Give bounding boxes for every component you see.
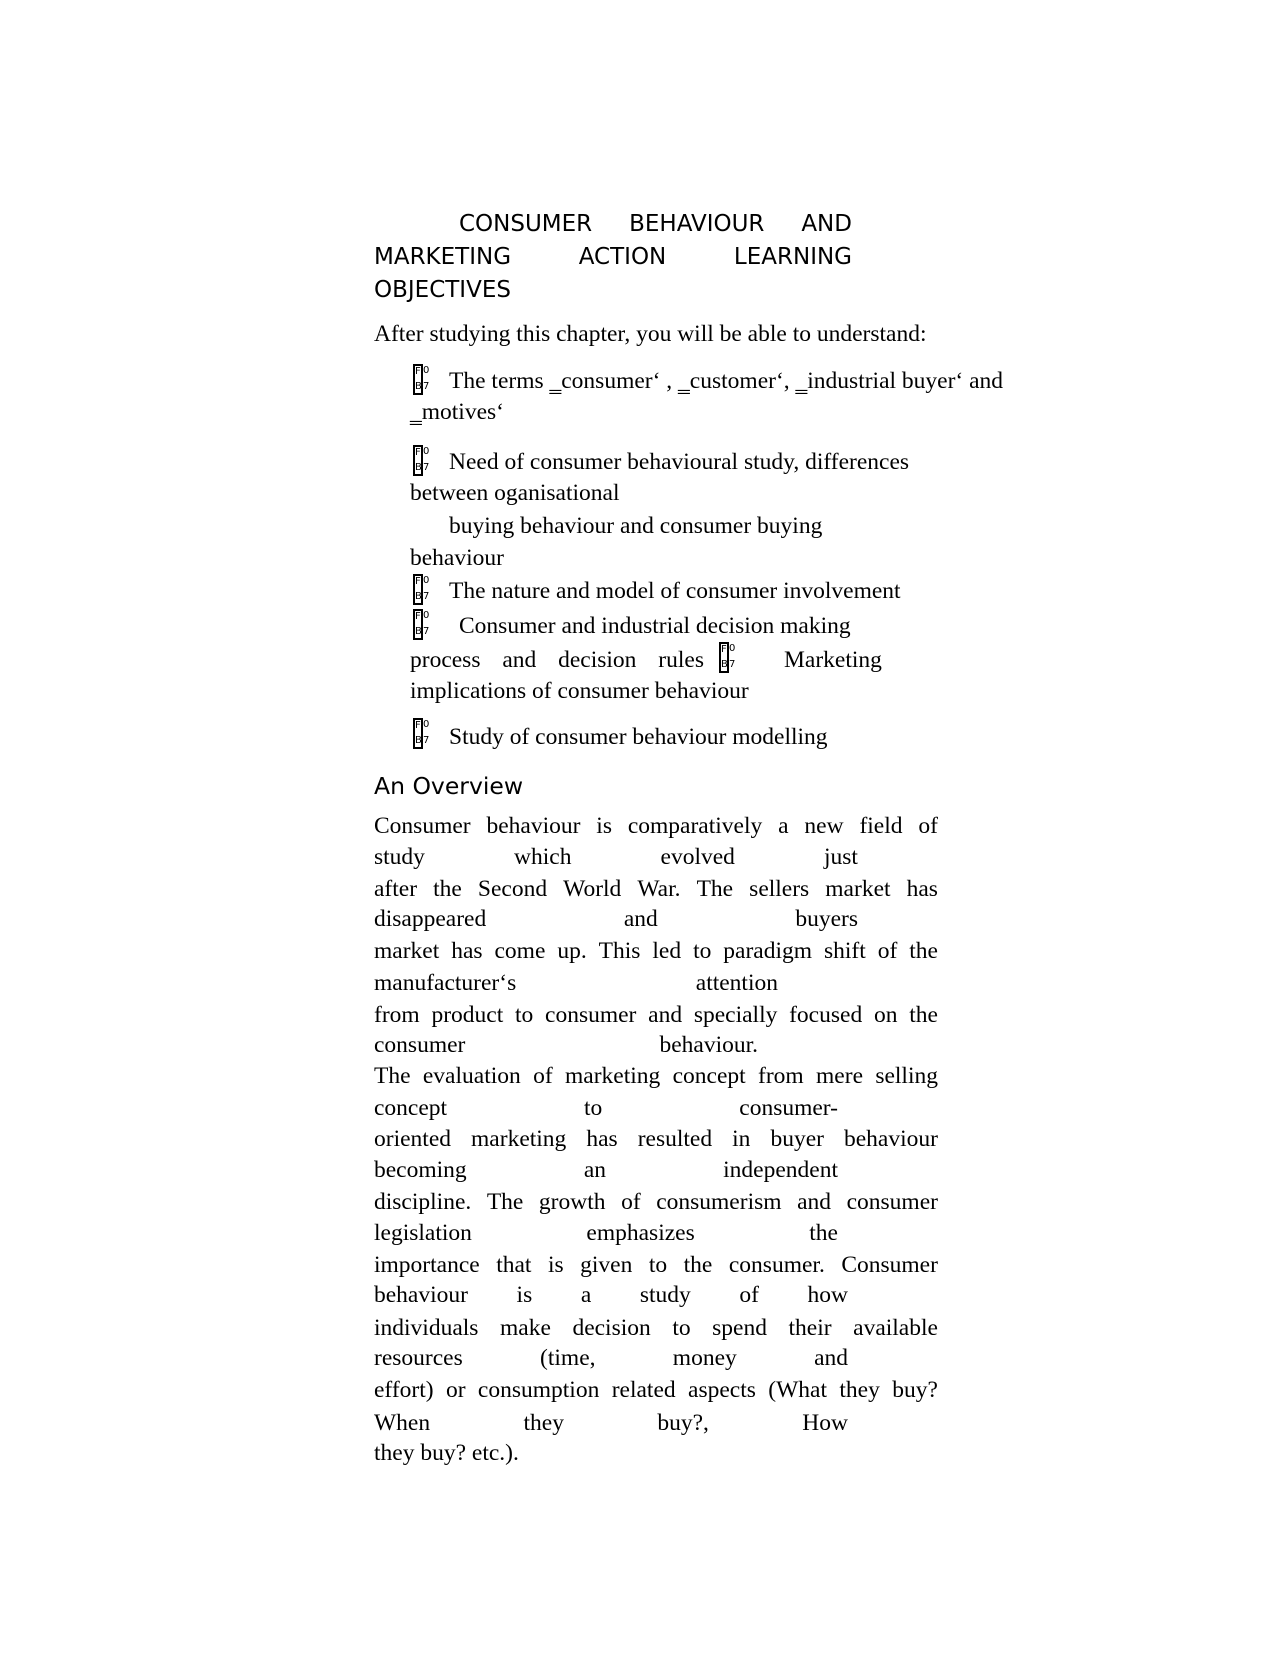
word: make	[500, 1315, 551, 1341]
glyph-digit: 7	[423, 591, 430, 602]
overview-line	[374, 1004, 938, 1028]
word: the	[909, 938, 938, 964]
word: decision	[558, 647, 637, 673]
word: This	[598, 938, 641, 964]
word: paradigm	[723, 938, 813, 964]
word: in	[732, 1126, 751, 1152]
word: the	[909, 1002, 938, 1028]
word: selling	[875, 1063, 938, 1089]
word: CONSUMER	[459, 211, 593, 237]
word: manufacturer‘s	[374, 970, 517, 996]
word: has	[451, 938, 483, 964]
glyph-letter: F	[415, 720, 421, 731]
overview-line	[374, 1379, 938, 1403]
word: a	[580, 1282, 592, 1308]
word: effort)	[374, 1377, 434, 1403]
overview-line	[374, 1347, 848, 1371]
overview-line	[374, 1317, 938, 1341]
word: that	[496, 1252, 532, 1278]
glyph-digit: 7	[423, 735, 430, 746]
objective-5-inline: Marketing	[784, 647, 882, 673]
bullet-glyph-icon	[413, 445, 429, 478]
objective-1-line-2: ‗motives‘	[410, 399, 504, 425]
bullet-glyph-icon	[413, 364, 429, 397]
bullet-glyph-icon	[413, 574, 429, 607]
overview-line	[374, 846, 858, 870]
word: The	[374, 1063, 411, 1089]
word: available	[853, 1315, 938, 1341]
word: legislation	[374, 1220, 472, 1246]
word: is	[547, 1252, 564, 1278]
word: resulted	[637, 1126, 713, 1152]
word: and	[502, 647, 537, 673]
word: consumer	[545, 1002, 637, 1028]
word: the	[683, 1252, 713, 1278]
word: has	[586, 1126, 618, 1152]
overview-line	[374, 972, 778, 996]
glyph-letter: F	[415, 611, 421, 622]
word: on	[873, 1002, 898, 1028]
word: specially	[693, 1002, 778, 1028]
word: emphasizes	[586, 1220, 695, 1246]
word: related	[611, 1377, 676, 1403]
glyph-digit: 0	[423, 610, 430, 621]
glyph-letter: B	[415, 462, 422, 473]
section-heading-overview: An Overview	[374, 772, 524, 800]
word: marketing	[565, 1063, 661, 1089]
word: come	[494, 938, 546, 964]
word: behaviour	[843, 1126, 938, 1152]
word: mere	[816, 1063, 863, 1089]
overview-line	[374, 1442, 519, 1466]
word: and	[814, 1345, 848, 1371]
word: Consumer	[374, 813, 471, 839]
glyph-digit: 7	[423, 626, 430, 637]
word: of	[621, 1189, 641, 1215]
word: (What	[768, 1377, 827, 1403]
objective-4-line-3: implications of consumer behaviour	[410, 678, 749, 704]
glyph-letter: B	[415, 626, 422, 637]
chapter-title-line-3: OBJECTIVES	[374, 277, 511, 303]
overview-line	[374, 940, 938, 964]
word: disappeared	[374, 906, 487, 932]
glyph-digit: 7	[423, 462, 430, 473]
glyph-letter: F	[415, 366, 421, 377]
word: and	[623, 906, 658, 932]
word: consumerism	[656, 1189, 782, 1215]
word: of	[877, 938, 898, 964]
word: to	[693, 938, 712, 964]
word: evaluation	[422, 1063, 521, 1089]
word: independent	[723, 1157, 838, 1183]
word: buy?	[892, 1377, 938, 1403]
word: product	[431, 1002, 504, 1028]
word: shift	[824, 938, 866, 964]
overview-line	[374, 1065, 938, 1089]
word: World	[563, 876, 622, 902]
word: MARKETING	[374, 244, 512, 270]
overview-line	[374, 908, 858, 932]
overview-line	[374, 1254, 938, 1278]
glyph-digit: 0	[423, 365, 430, 376]
word: individuals	[374, 1315, 479, 1341]
bullet-glyph-icon	[719, 642, 735, 675]
glyph-letter: B	[721, 659, 728, 670]
overview-line	[374, 1191, 938, 1215]
bullet-glyph-icon	[413, 718, 429, 751]
word: field	[859, 813, 903, 839]
word: or	[445, 1377, 466, 1403]
word: aspects	[688, 1377, 756, 1403]
word: AND	[801, 211, 852, 237]
word: Second	[477, 876, 548, 902]
glyph-letter: F	[415, 447, 421, 458]
word: an	[583, 1157, 606, 1183]
word: is	[516, 1282, 533, 1308]
word: process	[410, 647, 481, 673]
word: consumer	[374, 1032, 466, 1058]
glyph-letter: B	[415, 591, 422, 602]
overview-line	[374, 1034, 758, 1058]
word: consumer	[846, 1189, 938, 1215]
word: to	[672, 1315, 691, 1341]
word: the	[433, 876, 462, 902]
glyph-letter: F	[721, 644, 727, 655]
word: led	[652, 938, 682, 964]
word: consumer.	[728, 1252, 825, 1278]
glyph-letter: B	[415, 381, 422, 392]
word: a	[778, 813, 789, 839]
word: buyer	[770, 1126, 824, 1152]
word: rules	[658, 647, 704, 673]
word: behaviour	[486, 813, 581, 839]
word: market	[374, 938, 440, 964]
word: discipline.	[374, 1189, 472, 1215]
objective-4-line-2	[410, 649, 704, 673]
word: buy?,	[657, 1410, 709, 1436]
objective-4-line-1: Consumer and industrial decision making	[459, 613, 851, 639]
overview-line	[374, 1412, 848, 1436]
word: The	[486, 1189, 524, 1215]
glyph-digit: 0	[423, 575, 430, 586]
overview-line	[374, 1284, 848, 1308]
word: of	[918, 813, 938, 839]
objective-2-line-4: behaviour	[410, 545, 504, 571]
word: money	[672, 1345, 737, 1371]
word: evolved	[660, 844, 735, 870]
word: decision	[572, 1315, 651, 1341]
word: to	[648, 1252, 668, 1278]
bullet-glyph-icon	[413, 609, 429, 642]
word: behaviour.	[659, 1032, 758, 1058]
word: which	[514, 844, 572, 870]
glyph-digit: 0	[423, 446, 430, 457]
word: concept	[374, 1095, 448, 1121]
word: ACTION	[578, 244, 667, 270]
word: they	[839, 1377, 880, 1403]
word: market	[825, 876, 891, 902]
word: and	[797, 1189, 832, 1215]
word: How	[802, 1410, 848, 1436]
word: growth	[538, 1189, 606, 1215]
objective-3: The nature and model of consumer involvement	[449, 578, 901, 604]
glyph-letter: B	[415, 735, 422, 746]
word: after	[374, 876, 418, 902]
glyph-digit: 0	[423, 719, 430, 730]
overview-line	[374, 1222, 838, 1246]
word: just	[824, 844, 858, 870]
word: (time,	[540, 1345, 596, 1371]
objective-2-line-2: between oganisational	[410, 480, 620, 506]
word: The	[696, 876, 734, 902]
word: has	[906, 876, 938, 902]
word: attention	[695, 970, 778, 996]
word: of	[533, 1063, 553, 1089]
chapter-title-line-1	[459, 213, 852, 236]
objective-1-line-1: The terms ‗consumer‘ , ‗customer‘, ‗industrial buyer‘ and	[449, 368, 1004, 394]
word: to	[584, 1095, 603, 1121]
word: marketing	[471, 1126, 567, 1152]
glyph-digit: 0	[729, 643, 736, 654]
word: War.	[637, 876, 681, 902]
word: how	[807, 1282, 848, 1308]
word: up.	[557, 938, 587, 964]
overview-line	[374, 1097, 838, 1121]
objective-6: Study of consumer behaviour modelling	[449, 724, 828, 750]
word: focused	[789, 1002, 863, 1028]
word: of	[739, 1282, 759, 1308]
glyph-letter: F	[415, 576, 421, 587]
word: and	[648, 1002, 683, 1028]
word: behaviour	[374, 1282, 468, 1308]
word: buyers	[795, 906, 858, 932]
overview-line	[374, 1159, 838, 1183]
word: concept	[672, 1063, 746, 1089]
word: study	[639, 1282, 691, 1308]
word: Consumer	[841, 1252, 938, 1278]
word: BEHAVIOUR	[629, 211, 765, 237]
objective-2-line-1: Need of consumer behavioural study, differences	[449, 449, 910, 475]
word: from	[374, 1002, 420, 1028]
word: they buy? etc.).	[374, 1440, 519, 1466]
word: spend	[712, 1315, 767, 1341]
word: the	[809, 1220, 838, 1246]
overview-line	[374, 1128, 938, 1152]
word: to	[514, 1002, 534, 1028]
word: from	[758, 1063, 804, 1089]
objective-2-line-3: buying behaviour and consumer buying	[449, 513, 823, 539]
word: resources	[374, 1345, 463, 1371]
word: oriented	[374, 1126, 451, 1152]
word: study	[374, 844, 425, 870]
glyph-digit: 7	[423, 381, 430, 392]
word: their	[788, 1315, 832, 1341]
glyph-digit: 7	[729, 659, 736, 670]
chapter-title-line-2	[374, 246, 852, 269]
intro-text: After studying this chapter, you will be able to understand:	[374, 321, 927, 347]
word: consumer-	[739, 1095, 838, 1121]
word: sellers	[749, 876, 810, 902]
word: consumption	[477, 1377, 600, 1403]
word: importance	[374, 1252, 480, 1278]
word: becoming	[374, 1157, 467, 1183]
word: they	[523, 1410, 564, 1436]
overview-line	[374, 815, 938, 839]
word: is	[596, 813, 612, 839]
word: comparatively	[627, 813, 763, 839]
word: When	[374, 1410, 431, 1436]
word: given	[580, 1252, 633, 1278]
overview-line	[374, 878, 938, 902]
word: new	[804, 813, 844, 839]
word: LEARNING	[733, 244, 852, 270]
